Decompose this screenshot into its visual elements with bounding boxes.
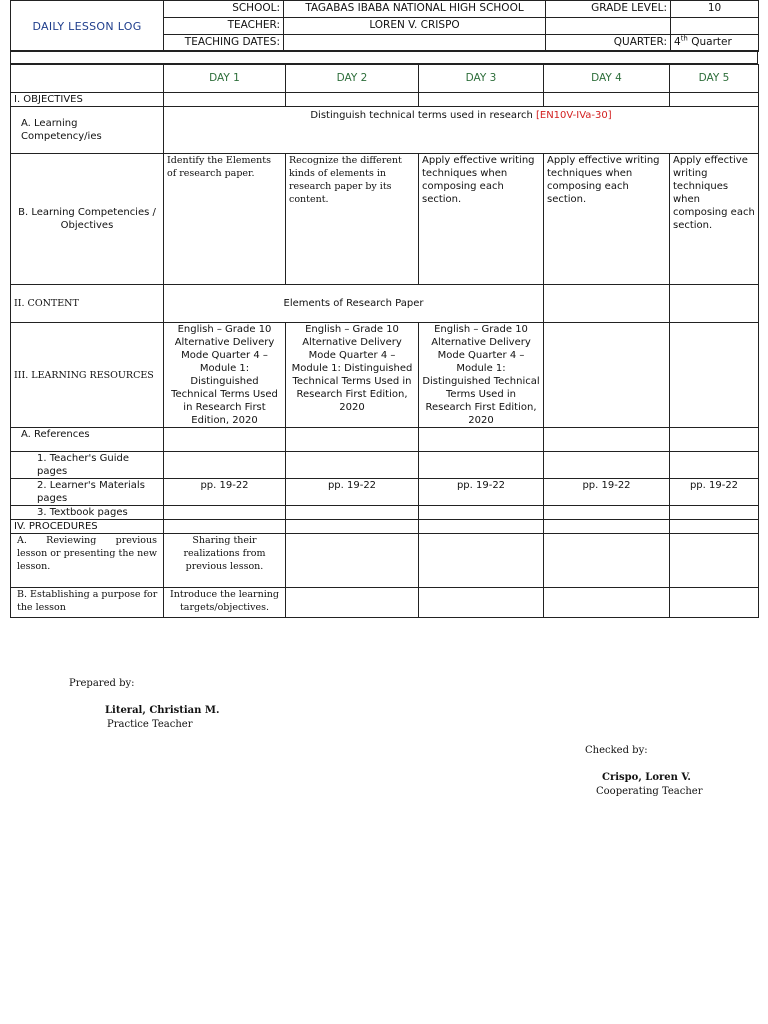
day-2-header: DAY 2 [286, 65, 419, 93]
blank-cell [286, 520, 419, 534]
objectives-heading-row [11, 93, 759, 107]
lm-pages-day-4: pp. 19-22 [544, 479, 670, 506]
blank-cell [544, 588, 670, 618]
objective-day-2: Recognize the different kinds of elements in research paper by its content. [286, 154, 419, 285]
procedure-a-row [11, 534, 759, 588]
blank-cell [11, 65, 164, 93]
teaching-dates-value [284, 35, 546, 52]
blank-cell [419, 534, 544, 588]
blank-cell [286, 506, 419, 520]
teacher-label: TEACHER: [164, 18, 284, 35]
objective-day-3: Apply effective writing techniques when composing each section. [419, 154, 544, 285]
blank-cell [670, 452, 759, 479]
blank-cell [670, 506, 759, 520]
procedure-b-day-1: Introduce the learning targets/objectives. [164, 588, 286, 618]
teacher-value: LOREN V. CRISPO [284, 18, 546, 35]
competency-row [11, 107, 759, 154]
blank-cell [544, 534, 670, 588]
day-5-header: DAY 5 [670, 65, 759, 93]
day-3-header: DAY 3 [419, 65, 544, 93]
procedure-a-day-1: Sharing their realizations from previous lesson. [164, 534, 286, 588]
competency-text: Distinguish technical terms used in research [310, 110, 536, 121]
blank-cell [286, 93, 419, 107]
procedure-b-row [11, 588, 759, 618]
blank-cell [286, 428, 419, 452]
procedure-b-label: B. Establishing a purpose for the lesson [11, 588, 164, 618]
lm-pages-day-5: pp. 19-22 [670, 479, 759, 506]
blank-cell [670, 93, 759, 107]
blank-cell [419, 520, 544, 534]
bracket-close: ] [607, 110, 612, 121]
teachers-guide-label: 1. Teacher's Guide pages [11, 452, 164, 479]
competency-cell [164, 107, 759, 154]
procedures-heading: IV. PROCEDURES [11, 520, 164, 534]
prepared-by-name: Literal, Christian M. [105, 705, 220, 716]
lm-pages-day-1: pp. 19-22 [164, 479, 286, 506]
objectives-label: B. Learning Competencies / Objectives [11, 154, 164, 285]
blank-cell [670, 588, 759, 618]
blank-cell [164, 428, 286, 452]
objectives-heading: I. OBJECTIVES [11, 93, 164, 107]
blank-cell [419, 452, 544, 479]
day-1-header: DAY 1 [164, 65, 286, 93]
lesson-table [10, 64, 759, 618]
blank-cell [419, 588, 544, 618]
content-row [11, 285, 759, 323]
objective-day-1: Identify the Elements of research paper. [164, 154, 286, 285]
blank-cell [544, 520, 670, 534]
lm-pages-day-2: pp. 19-22 [286, 479, 419, 506]
blank-cell [419, 506, 544, 520]
blank-cell [164, 452, 286, 479]
module-day-3: English – Grade 10 Alternative Delivery Mode Quarter 4 – Module 1: Distinguished Technical Terms Used in Research First Edition, 2020 [419, 323, 544, 428]
teaching-dates-label: TEACHING DATES: [164, 35, 284, 52]
spacer-row [11, 51, 758, 64]
objectives-row [11, 154, 759, 285]
textbook-row [11, 506, 759, 520]
bracket-open: [ [535, 110, 540, 121]
blank-cell [286, 588, 419, 618]
day-4-header: DAY 4 [544, 65, 670, 93]
resources-row [11, 323, 759, 428]
blank-cell [419, 93, 544, 107]
resources-heading: III. LEARNING RESOURCES [11, 323, 164, 428]
quarter-label: QUARTER: [546, 35, 671, 52]
blank-cell [544, 506, 670, 520]
content-heading: II. CONTENT [11, 285, 164, 323]
blank-cell [670, 534, 759, 588]
school-value: TAGABAS IBABA NATIONAL HIGH SCHOOL [284, 1, 546, 18]
school-label: SCHOOL: [164, 1, 284, 18]
teachers-guide-row [11, 452, 759, 479]
blank-cell [544, 428, 670, 452]
prepared-by-label: Prepared by: [69, 678, 135, 689]
spacer-table [10, 50, 758, 64]
blank-cell [164, 520, 286, 534]
blank-cell [164, 93, 286, 107]
blank-cell [544, 285, 670, 323]
days-row [11, 65, 759, 93]
competency-code: EN10V-IVa-30 [539, 110, 608, 121]
document-title: DAILY LESSON LOG [11, 1, 164, 52]
objective-day-5: Apply effective writing techniques when composing each section. [670, 154, 759, 285]
procedures-heading-row [11, 520, 759, 534]
blank-cell [286, 452, 419, 479]
blank-cell [164, 506, 286, 520]
module-day-2: English – Grade 10 Alternative Delivery Mode Quarter 4 – Module 1: Distinguished Technical Terms Used in Research First Edition, 2020 [286, 323, 419, 428]
header-table [10, 0, 759, 52]
blank-cell [670, 520, 759, 534]
quarter-word: Quarter [687, 36, 732, 48]
checked-by-label: Checked by: [585, 745, 648, 756]
grade-level-value: 10 [671, 1, 759, 18]
checked-by-role: Cooperating Teacher [596, 786, 703, 797]
blank-cell [544, 93, 670, 107]
quarter-ordinal: th [680, 34, 688, 43]
prepared-by-role: Practice Teacher [107, 719, 193, 730]
learners-materials-label: 2. Learner's Materials pages [11, 479, 164, 506]
content-text: Elements of Research Paper [164, 285, 544, 323]
blank-cell [544, 452, 670, 479]
blank-cell [286, 534, 419, 588]
blank-cell [546, 18, 671, 35]
checked-by-name: Crispo, Loren V. [602, 772, 691, 783]
procedure-a-label: A. Reviewing previous lesson or presenting the new lesson. [11, 534, 164, 588]
textbook-label: 3. Textbook pages [11, 506, 164, 520]
quarter-value [671, 35, 759, 52]
grade-level-label: GRADE LEVEL: [546, 1, 671, 18]
blank-cell [670, 428, 759, 452]
module-day-4 [544, 323, 670, 428]
lm-pages-day-3: pp. 19-22 [419, 479, 544, 506]
references-row [11, 428, 759, 452]
quarter-number: 4 [674, 36, 681, 48]
module-day-1: English – Grade 10 Alternative Delivery Mode Quarter 4 – Module 1: Distinguished Technical Terms Used in Research First Edition, 2020 [164, 323, 286, 428]
references-label: A. References [11, 428, 164, 452]
blank-cell [670, 285, 759, 323]
objective-day-4: Apply effective writing techniques when composing each section. [544, 154, 670, 285]
blank-cell [671, 18, 759, 35]
blank-cell [419, 428, 544, 452]
learners-materials-row [11, 479, 759, 506]
competency-label: A. Learning Competency/ies [11, 107, 164, 154]
module-day-5 [670, 323, 759, 428]
